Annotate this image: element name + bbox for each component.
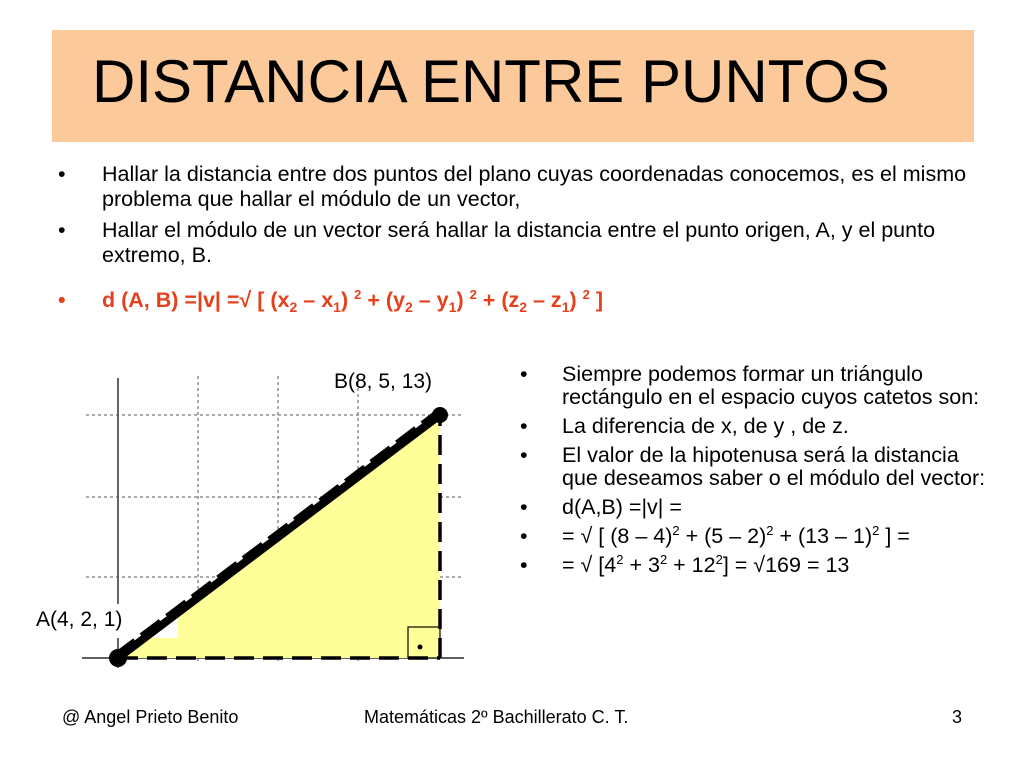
footer-author: @ Angel Prieto Benito bbox=[62, 707, 239, 727]
point-b-marker bbox=[432, 407, 448, 423]
bullet-marker: • bbox=[520, 495, 528, 519]
explanation-text-4: d(A,B) =|v| = bbox=[562, 495, 682, 519]
explanation-bullet-3 bbox=[520, 444, 990, 490]
explanation-text-2: La diferencia de x, de y , de z. bbox=[562, 414, 849, 438]
point-a-label: A(4, 2, 1) bbox=[36, 608, 123, 631]
bullet-marker: • bbox=[58, 288, 66, 312]
explanation-bullet-5 bbox=[520, 525, 990, 548]
bullet-marker: • bbox=[520, 414, 528, 438]
slide-title: DISTANCIA ENTRE PUNTOS bbox=[92, 48, 890, 115]
bullet-marker: • bbox=[520, 553, 528, 577]
explanation-bullet-2 bbox=[520, 415, 990, 438]
footer-page-number: 3 bbox=[952, 707, 963, 727]
bullet-marker: • bbox=[520, 524, 528, 548]
intro-bullet-1-text: Hallar la distancia entre dos puntos del plano cuyas coordenadas conocemos, es el mismo problema que hallar el módulo de un vector, bbox=[102, 162, 967, 211]
bullet-marker: • bbox=[520, 362, 528, 386]
intro-bullet-2-text: Hallar el módulo de un vector será hallar la distancia entre el punto origen, A, y el punto extremo, B. bbox=[102, 218, 936, 267]
explanation-text-3: El valor de la hipotenusa será la distancia que deseamos saber o el módulo del vector: bbox=[562, 443, 986, 490]
point-b-label: B(8, 5, 13) bbox=[334, 370, 433, 393]
explanation-bullet-1 bbox=[520, 363, 990, 409]
right-angle-dot bbox=[418, 645, 423, 650]
bullet-marker: • bbox=[520, 443, 528, 467]
substitution-formula: = √ [ (8 – 4)$^2$ + (5 – 2)$^2$ + (13 – 1)$^2$ ] = bbox=[562, 523, 910, 548]
point-a-marker bbox=[109, 649, 127, 667]
explanation-bullet-list bbox=[520, 363, 990, 577]
explanation-bullet-6 bbox=[520, 554, 990, 577]
bullet-marker: • bbox=[58, 162, 66, 186]
explanation-bullet-4 bbox=[520, 496, 990, 519]
result-formula: = √ $[4^2 + 3^2 + 12^2] = √169 = 13$ bbox=[562, 552, 850, 577]
explanation-text-1: Siempre podemos formar un triángulo rectángulo en el espacio cuyos catetos son: bbox=[562, 362, 980, 409]
bullet-marker: • bbox=[58, 218, 66, 242]
formula-text: d (A, B) =|v| =√ [ $(x_2 - x_1) ^2 + (y_2 - y_1) ^2 + (z_2 - z_1)$ $^2$ ] bbox=[102, 287, 603, 315]
footer-course: Matemáticas 2º Bachillerato C. T. bbox=[364, 707, 629, 727]
